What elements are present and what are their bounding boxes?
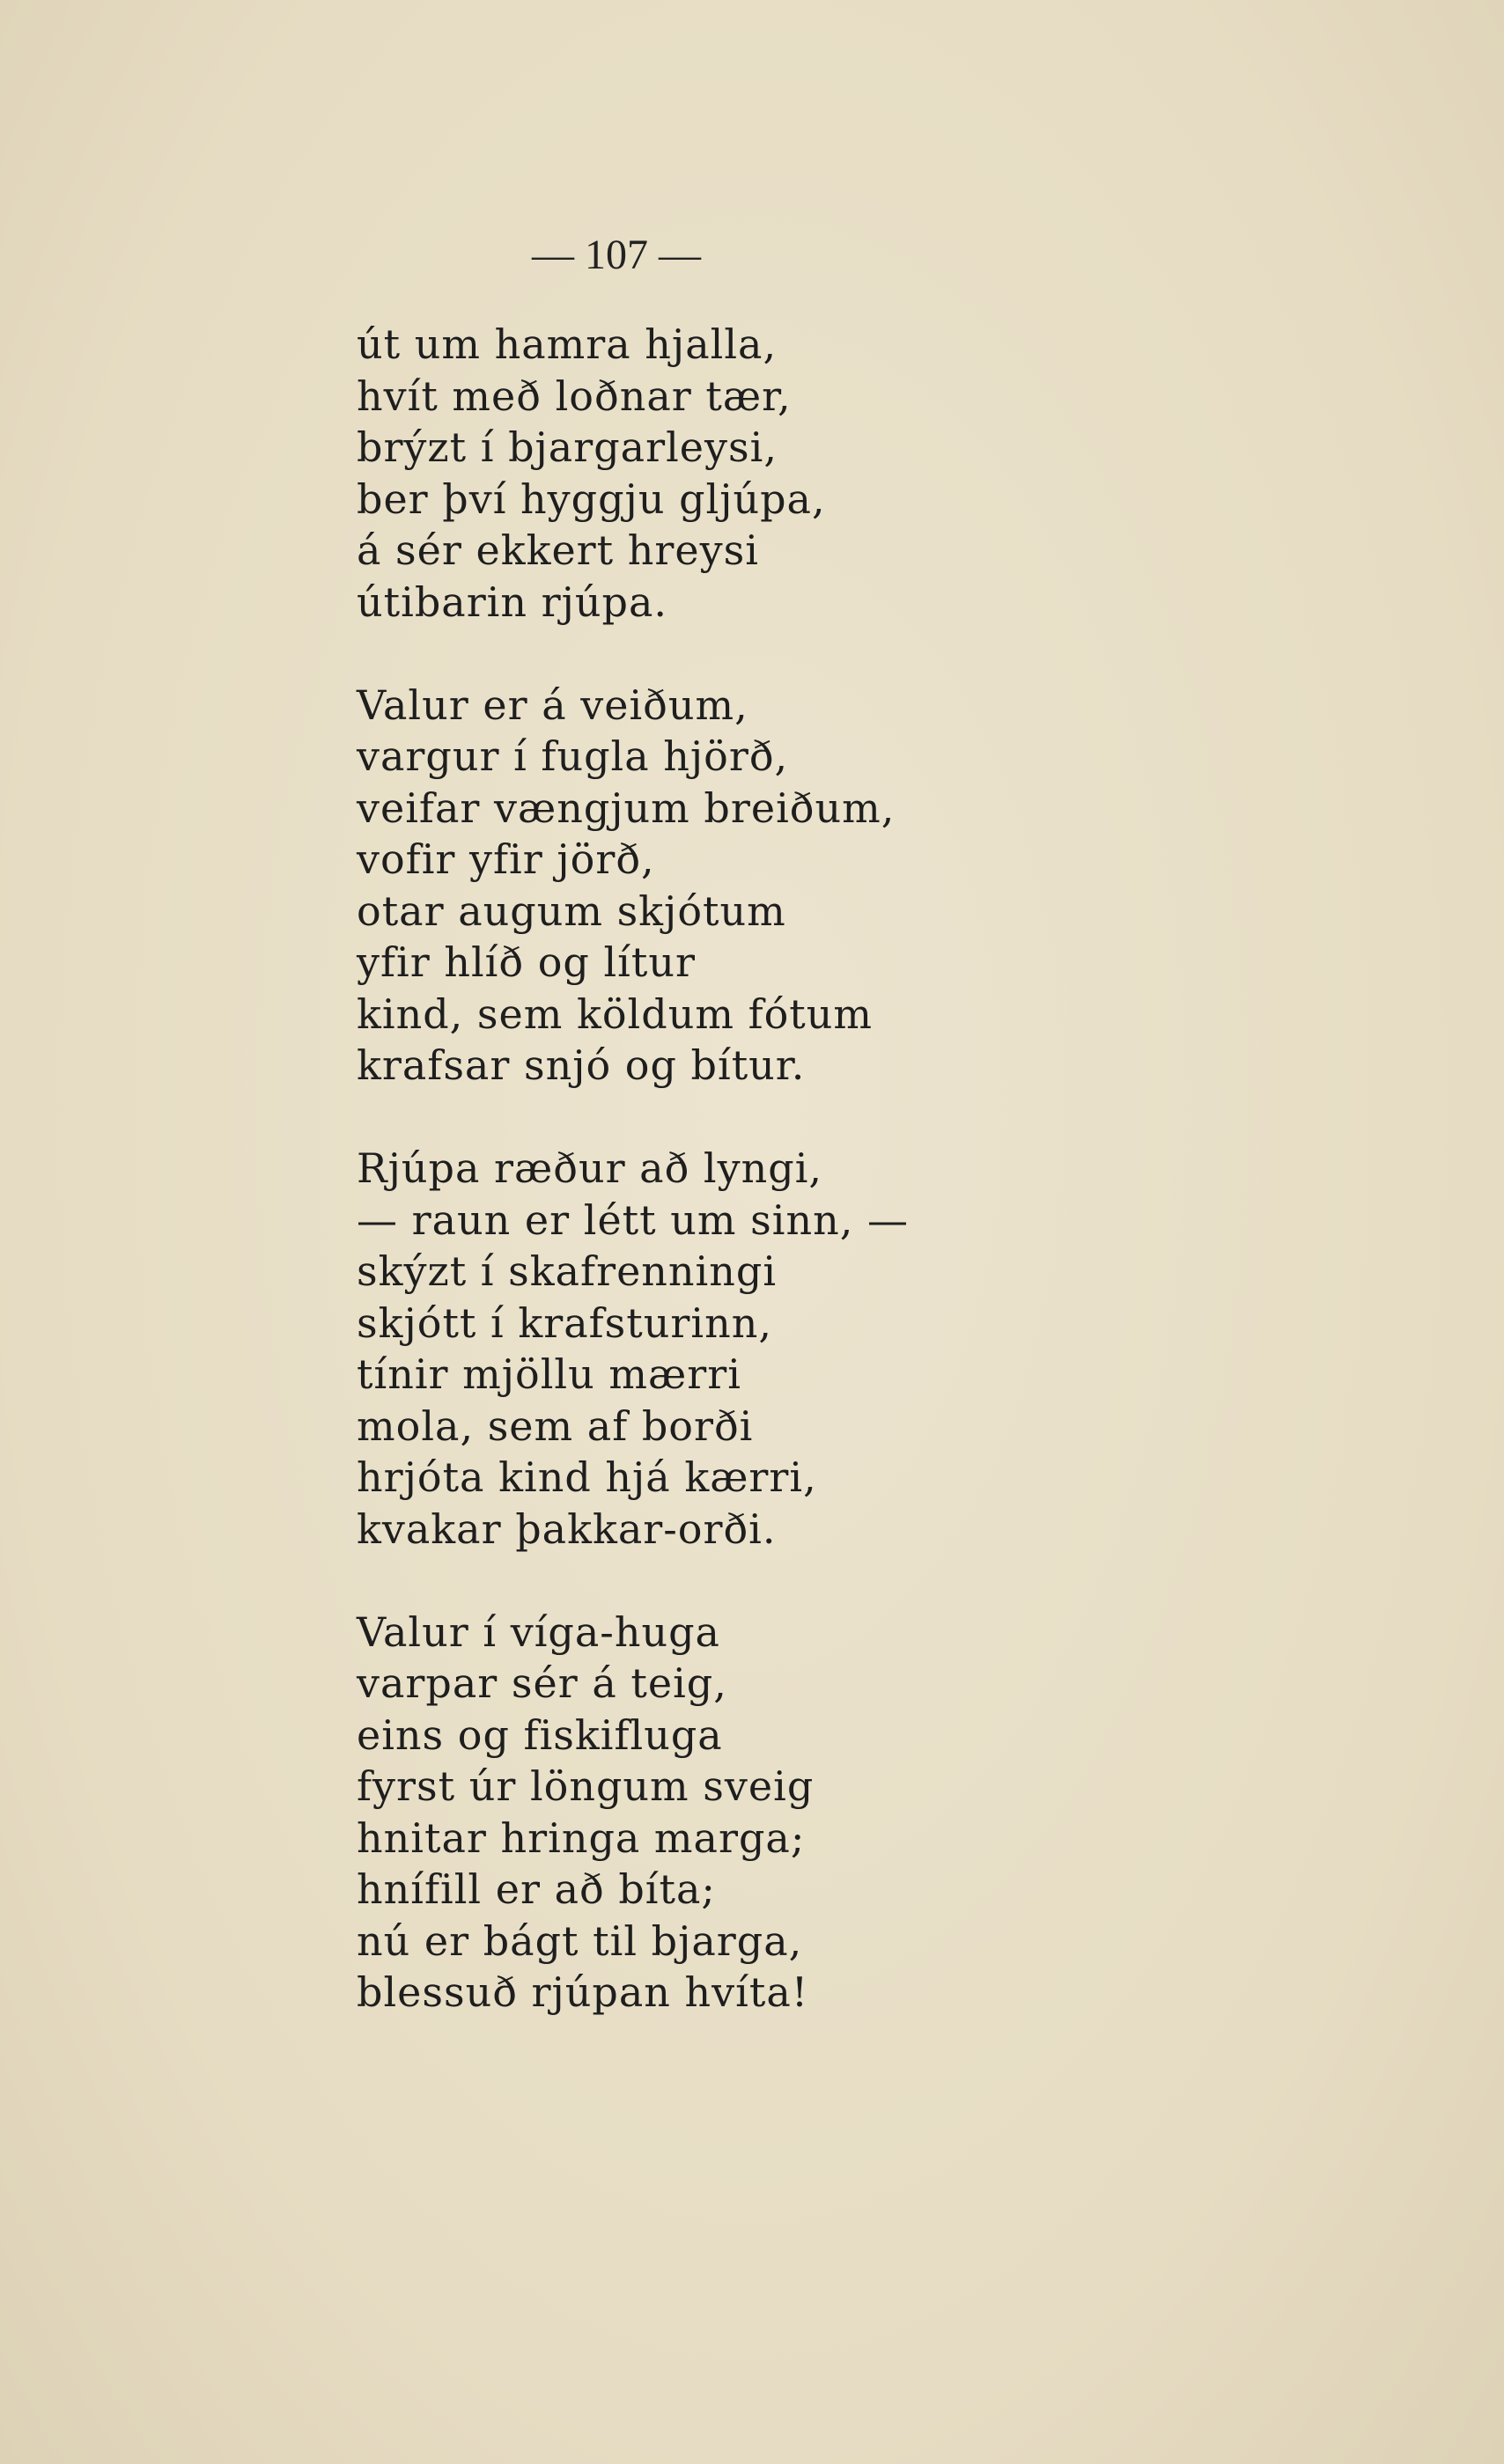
- stanza-4: [357, 1607, 1149, 2019]
- poem-line: Rjúpa ræður að lyngi,: [357, 1144, 823, 1192]
- stanza-3: [357, 1143, 1149, 1555]
- poem-line: útibarin rjúpa.: [357, 577, 668, 626]
- poem-line: hrjóta kind hjá kærri,: [357, 1453, 817, 1501]
- poem-line: tínir mjöllu mærri: [357, 1350, 741, 1398]
- poem-line: skýzt í skafrenningi: [357, 1247, 778, 1295]
- poem-line: — raun er létt um sinn, —: [357, 1195, 909, 1244]
- poem-line: varpar sér á teig,: [357, 1659, 727, 1707]
- poem-line: hnitar hringa marga;: [357, 1813, 806, 1862]
- stanza-2: [357, 680, 1149, 1092]
- poem-line: blessuð rjúpan hvíta!: [357, 1968, 809, 2016]
- poem-line: brýzt í bjargarleysi,: [357, 423, 778, 471]
- poem-line: veifar vængjum breiðum,: [357, 783, 896, 832]
- poem-line: yfir hlíð og lítur: [357, 938, 696, 986]
- stanza-1: [357, 319, 1149, 628]
- poem-line: vofir yfir jörð,: [357, 835, 655, 883]
- poem-line: kind, sem köldum fótum: [357, 989, 874, 1038]
- poem-line: vargur í fugla hjörð,: [357, 732, 789, 780]
- poem-line: fyrst úr löngum sveig: [357, 1762, 815, 1810]
- poem-line: nú er bágt til bjarga,: [357, 1916, 803, 1965]
- poem-line: skjótt í krafsturinn,: [357, 1298, 772, 1347]
- poem-line: út um hamra hjalla,: [357, 320, 778, 368]
- poem-line: eins og fiskifluga: [357, 1710, 723, 1759]
- poem-line: ber því hyggju gljúpa,: [357, 474, 826, 523]
- poem-line: Valur í víga-huga: [357, 1607, 720, 1656]
- poem-line: Valur er á veiðum,: [357, 680, 748, 729]
- poem-line: á sér ekkert hreysi: [357, 526, 759, 574]
- poem-line: otar augum skjótum: [357, 886, 786, 935]
- poem-line: hnífill er að bíta;: [357, 1865, 716, 1913]
- poem-line: mola, sem af borði: [357, 1401, 754, 1450]
- poem-line: hvít með loðnar tær,: [357, 371, 792, 420]
- poem-body: [357, 319, 1149, 2070]
- poem-line: kvakar þakkar-orði.: [357, 1504, 777, 1553]
- poem-line: krafsar snjó og bítur.: [357, 1041, 806, 1089]
- page-number: — 107 —: [532, 232, 701, 278]
